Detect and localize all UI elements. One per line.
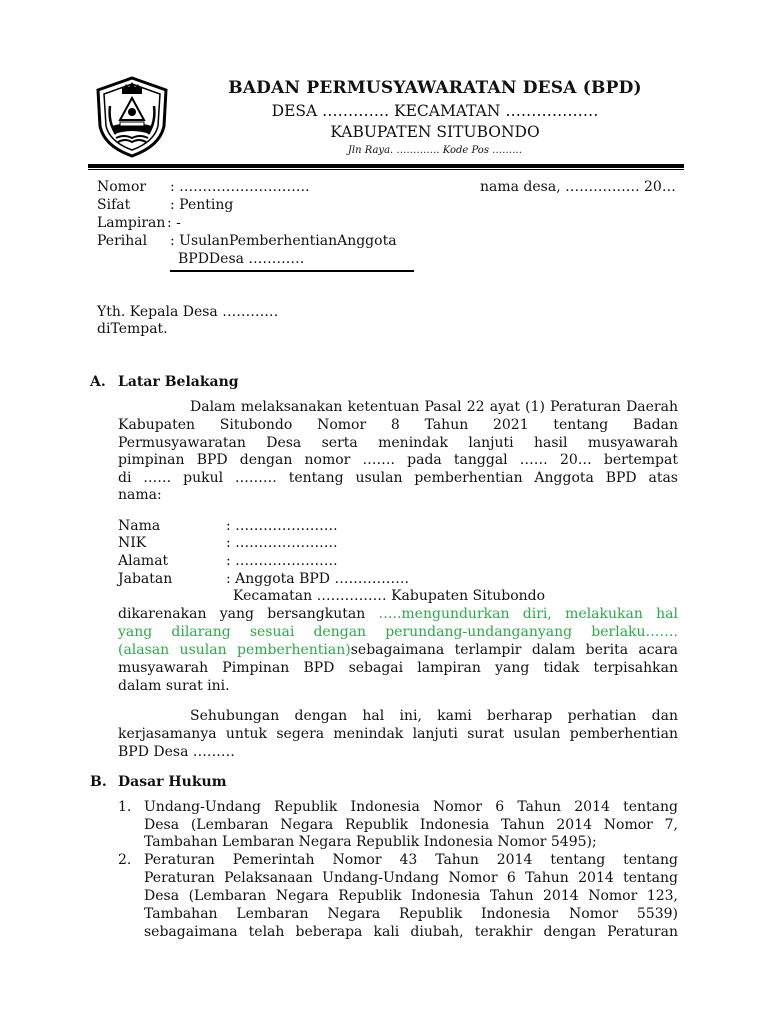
- section-a-p1-line: Permusyawaratan Desa serta menindak lanjuti hasil musyawarah: [118, 435, 678, 451]
- section-a-p3-line: Sehubungan dengan hal ini, kami berharap perhatian dan: [190, 708, 678, 724]
- section-a-p1-line: di …… pukul ……… tentang usulan pemberhentian Anggota BPD atas: [118, 470, 678, 486]
- field-kecamatan-line: Kecamatan …………… Kabupaten Situbondo: [233, 588, 546, 604]
- letterhead-rule-thin: [88, 169, 684, 170]
- section-a-p1-line: Kabupaten Situbondo Nomor 8 Tahun 2021 tentang Badan: [118, 417, 678, 433]
- letter-date: nama desa, ……………. 20…: [480, 179, 676, 195]
- section-a-p3-line: kerjasamanya untuk segera menindak lanjuti surat usulan pemberhentian: [118, 726, 678, 742]
- perihal-label: Perihal: [97, 233, 148, 249]
- section-a-p3-line: BPD Desa ………: [118, 744, 235, 760]
- perihal-underline: [170, 270, 414, 272]
- field-jabatan-value: : Anggota BPD …………….: [226, 571, 409, 587]
- nomor-label: Nomor: [97, 179, 147, 195]
- section-b-marker: B.: [90, 774, 107, 790]
- section-a-p1-line: nama:: [118, 487, 162, 503]
- field-nik-value: : ………………….: [226, 535, 338, 551]
- addressee-place: diTempat.: [97, 321, 168, 337]
- field-jabatan-label: Jabatan: [118, 571, 173, 587]
- regency-emblem-icon: [94, 76, 170, 158]
- legal-item-line: Peraturan Pemerintah Nomor 43 Tahun 2014 tentang tentang: [144, 852, 678, 868]
- section-a-p1-line: Dalam melaksanakan ketentuan Pasal 22 ayat (1) Peraturan Daerah: [190, 399, 678, 415]
- field-nama-label: Nama: [118, 518, 161, 534]
- lampiran-label: Lampiran: [97, 215, 166, 231]
- section-a-p2-line2: yang dilarang sesuai dengan perundang-undanganyang berlaku…….: [118, 624, 678, 640]
- section-a-marker: A.: [90, 374, 106, 390]
- legal-item-line: Peraturan Pelaksanaan Undang-Undang Nomor 6 Tahun 2014 tentang: [144, 870, 678, 886]
- legal-item-line: Undang-Undang Republik Indonesia Nomor 6 Tahun 2014 tentang: [144, 799, 678, 815]
- field-alamat-value: : ………………….: [226, 553, 338, 569]
- regency-line: KABUPATEN SITUBONDO: [330, 123, 540, 141]
- legal-item-line: Desa (Lembaran Negara Republik Indonesia Tahun 2014 Nomor 7,: [144, 817, 678, 833]
- legal-item-number: 2.: [118, 852, 132, 868]
- village-district-line: DESA …………. KECAMATAN ………………: [271, 102, 599, 120]
- sifat-label: Sifat: [97, 197, 131, 213]
- section-a-heading: Latar Belakang: [118, 374, 239, 390]
- reason-highlight: (alasan usulan pemberhentian): [118, 642, 351, 658]
- section-b-heading: Dasar Hukum: [118, 774, 227, 790]
- section-a-p1-line: pimpinan BPD dengan nomor ……. pada tanggal …… 20… bertempat: [118, 452, 678, 468]
- field-nama-value: : ………………….: [226, 518, 338, 534]
- institution-title: BADAN PERMUSYAWARATAN DESA (BPD): [228, 78, 642, 98]
- perihal-value-line1: : UsulanPemberhentianAnggota: [170, 233, 397, 249]
- section-a-p2-line5: dalam surat ini.: [118, 678, 230, 694]
- legal-item-line: Desa (Lembaran Negara Republik Indonesia Tahun 2014 Nomor 123,: [144, 888, 678, 904]
- letterhead-rule-thick: [88, 164, 684, 168]
- reason-highlight: …..mengundurkan diri, melakukan hal: [378, 606, 678, 622]
- nomor-value: : ……………………….: [170, 179, 310, 195]
- legal-item-number: 1.: [118, 799, 132, 815]
- address-line: Jln Raya. …………. Kode Pos ………: [347, 145, 523, 156]
- lampiran-value: : -: [167, 215, 181, 231]
- section-a-p2-line1: dikarenakan yang bersangkutan …..mengundurkan diri, melakukan hal: [118, 606, 678, 622]
- field-alamat-label: Alamat: [118, 553, 169, 569]
- legal-item-line: Tambahan Lembaran Negara Republik Indonesia Nomor 5495);: [144, 834, 597, 850]
- legal-item-line: Tambahan Lembaran Negara Republik Indonesia Nomor 5539): [144, 906, 678, 922]
- sifat-value: : Penting: [170, 197, 234, 213]
- addressee-line: Yth. Kepala Desa …………: [97, 304, 279, 320]
- perihal-value-line2: BPDDesa …………: [178, 251, 305, 267]
- legal-item-line: sebagaimana telah beberapa kali diubah, terakhir dengan Peraturan: [144, 924, 678, 940]
- section-a-p2-line4: musyawarah Pimpinan BPD sebagai lampiran yang tidak terpisahkan: [118, 660, 678, 676]
- field-nik-label: NIK: [118, 535, 147, 551]
- section-a-p2-line3: (alasan usulan pemberhentian)sebagaimana terlampir dalam berita acara: [118, 642, 678, 658]
